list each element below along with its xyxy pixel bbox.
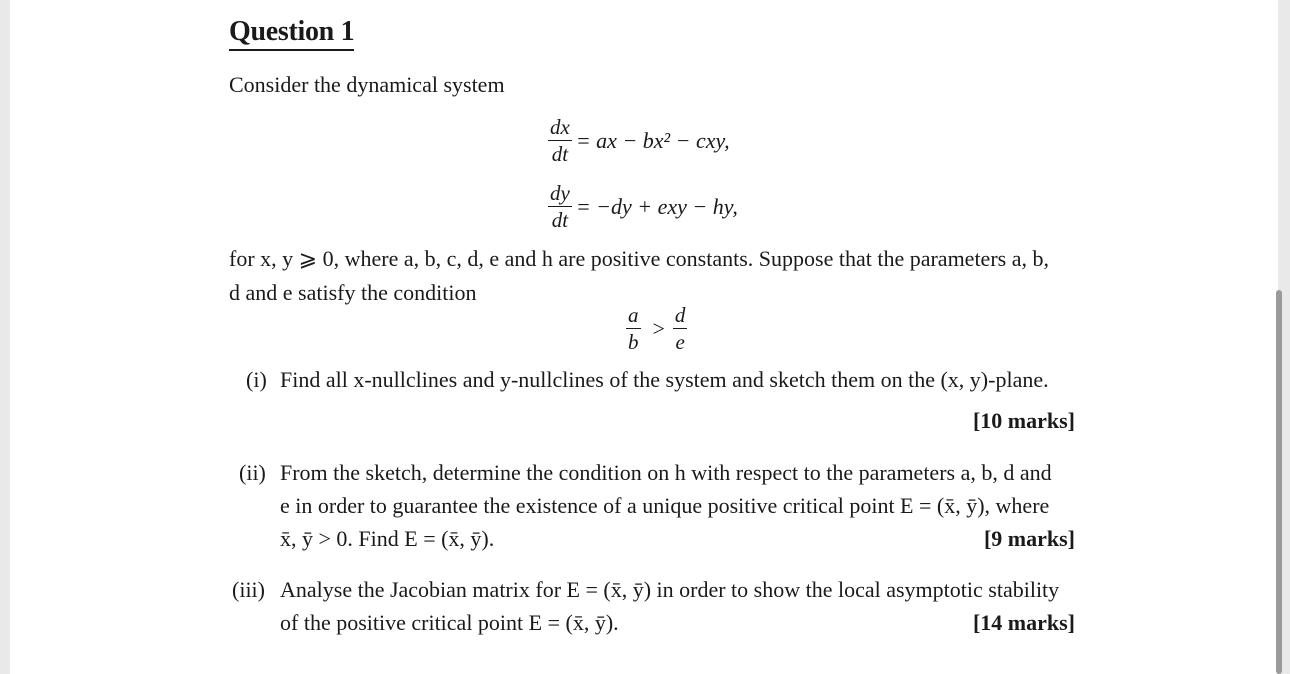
fraction-denominator: b [628,330,639,354]
part-i-marks: [10 marks] [972,408,1075,433]
fraction-d-over-e [673,302,688,355]
fraction-numerator: d [674,303,686,327]
part-ii-line-3: x̄, ȳ > 0. Find E = (x̄, ȳ). [280,526,495,551]
part-iii-marks: [14 marks] [972,610,1075,635]
fraction-dx-dt [548,114,572,167]
fraction-a-over-b [626,302,641,355]
equation-rhs: = ax − bx² − cxy, [575,127,730,153]
part-ii-marks: [9 marks] [983,526,1075,551]
part-ii-label: (ii) [239,460,266,485]
fraction-dy-dt [548,180,572,233]
fraction-denominator: dt [551,208,569,232]
equation-dx-dt [548,114,730,167]
document-page [10,0,1278,674]
question-heading: Question 1 [229,16,354,51]
equation-rhs: = −dy + exy − hy, [575,193,738,219]
part-iii-line-1: Analyse the Jacobian matrix for E = (x̄, ȳ) in order to show the local asymptotic stability [280,577,1060,602]
fraction-denominator: dt [551,142,569,166]
part-iii-label: (iii) [232,577,265,602]
part-i-line-1: Find all x-nullclines and y-nullclines of the system and sketch them on the (x, y)-plane. [280,367,1049,392]
part-ii-line-2: e in order to guarantee the existence of a unique positive critical point E = (x̄, ȳ), where [280,493,1050,518]
fraction-numerator: a [628,303,639,327]
fraction-denominator: e [675,330,685,354]
equation-dy-dt [548,180,738,233]
part-iii-line-2: of the positive critical point E = (x̄, ȳ). [280,610,619,635]
inequality-condition [626,302,691,355]
intro-text: Consider the dynamical system [229,72,505,97]
fraction-numerator: dx [550,115,570,139]
conditions-line-1: for x, y ⩾ 0, where a, b, c, d, e and h are positive constants. Suppose that the parameters a, b, [229,246,1049,271]
conditions-line-2: d and e satisfy the condition [229,280,477,305]
part-ii-line-1: From the sketch, determine the condition on h with respect to the parameters a, b, d and [280,460,1052,485]
inequality-operator: > [652,315,665,341]
vertical-scrollbar[interactable] [1276,290,1282,674]
part-i-label: (i) [246,367,267,392]
fraction-numerator: dy [550,181,570,205]
